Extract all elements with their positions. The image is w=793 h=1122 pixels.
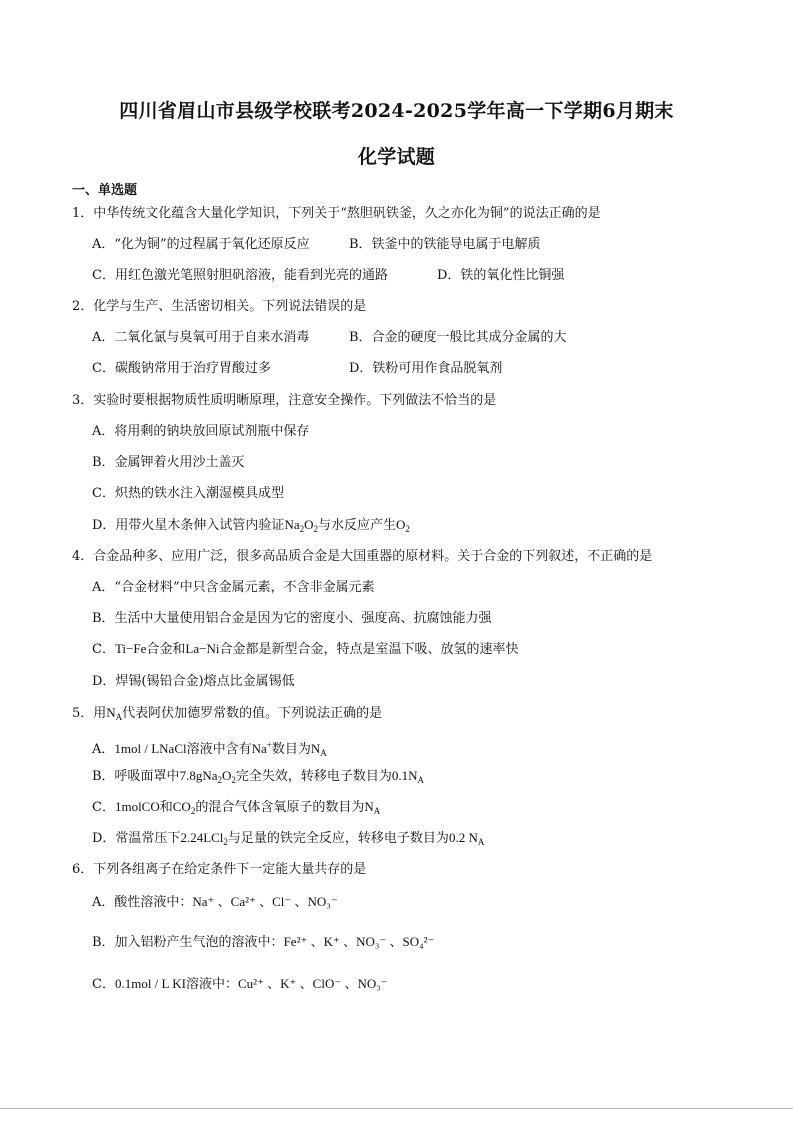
question-5-option-b: B．呼吸面罩中$7.8gNa_2O_2$完全失效，转移电子数目为$0.1N_A$ xyxy=(92,768,425,785)
page-title: 四川省眉山市县级学校联考2024-2025学年高一下学期6月期末 xyxy=(119,100,674,122)
question-2-option-b: B．合金的硬度一般比其成分金属的大 xyxy=(349,330,567,345)
question-3-option-c: C．炽热的铁水注入潮湿模具成型 xyxy=(92,486,284,501)
question-1-option-c: C．用红色激光笔照射胆矾溶液，能看到光亮的通路 xyxy=(92,268,388,283)
formula-o2: $O_2$ xyxy=(396,517,410,534)
question-3-option-a: A．将用剩的钠块放回原试剂瓶中保存 xyxy=(92,424,310,439)
question-4-option-c xyxy=(92,641,518,658)
section-heading: 一、单选题 xyxy=(72,183,138,198)
question-3-option-d xyxy=(92,517,410,537)
ion-list: Cu²⁺ 、K⁺ 、ClO⁻ 、NO₃⁻ xyxy=(237,976,388,991)
ion-list: Na⁺ 、Ca²⁺ 、Cl⁻ 、NO₃⁻ xyxy=(192,894,338,909)
question-5-stem: 5．用$N_A$代表阿伏加德罗常数的值。下列说法正确的是 xyxy=(72,705,383,722)
question-3-option-b: B．金属钾着火用沙土盖灭 xyxy=(92,455,245,470)
question-4-option-a: A．“合金材料”中只含金属元素，不含非金属元素 xyxy=(92,580,375,595)
question-5-option-c: C．1molCO和$CO_2$的混合气体含氧原子的数目为$N_A$ xyxy=(92,799,381,816)
page-bottom-rule xyxy=(0,1108,793,1109)
option-text: 合金都是新型合金，特点是室温下吸、放氢的速率快 xyxy=(219,642,519,657)
question-2-option-d: D．铁粉可用作食品脱氧剂 xyxy=(349,361,503,376)
question-4-stem: 4．合金品种多、应用广泛，很多高品质合金是大国重器的原材料。关于合金的下列叙述，不正确的是 xyxy=(72,549,653,564)
question-5-option-a: A．1mol / LNaCl溶液中含有Na+数目为$N_A$ xyxy=(92,740,327,758)
formula-tife: Ti−Fe xyxy=(114,641,147,656)
question-2-option-c: C．碳酸钠常用于治疗胃酸过多 xyxy=(92,361,271,376)
question-1-option-a: A．“化为铜”的过程属于氧化还原反应 xyxy=(92,237,310,252)
question-6-option-b: B．加入铝粉产生气泡的溶液中：Fe²⁺ 、K⁺ 、NO₃⁻ 、SO₄²⁻ xyxy=(92,934,435,950)
question-1-stem: 1．中华传统文化蕴含大量化学知识，下列关于“熬胆矾铁釜，久之亦化为铜”的说法正确的是 xyxy=(72,206,601,221)
question-6-stem: 6．下列各组离子在给定条件下一定能大量共存的是 xyxy=(72,862,367,877)
option-label: C． xyxy=(92,642,115,657)
question-1-option-d: D．铁的氧化性比铜强 xyxy=(437,268,565,283)
option-text: 与水反应产生 xyxy=(318,518,397,533)
question-3-stem: 3．实验时要根据物质性质明晰原理，注意安全操作。下列做法不恰当的是 xyxy=(72,393,497,408)
ion-list: Fe²⁺ 、K⁺ 、NO₃⁻ 、SO₄²⁻ xyxy=(283,934,435,949)
page-subtitle: 化学试题 xyxy=(357,146,436,168)
question-6-option-c: C．0.1mol / L KI溶液中：Cu²⁺ 、K⁺ 、ClO⁻ 、NO₃⁻ xyxy=(92,976,388,992)
option-text: 合金和 xyxy=(146,642,186,657)
formula-na: $N_A$ xyxy=(106,705,123,722)
question-5-option-d: D．常温常压下2.24LCl$_2$与足量的铁完全反应，转移电子数目为0.2 $N_A$ xyxy=(92,830,485,847)
formula-lani: La−Ni xyxy=(185,641,220,656)
question-6-option-a: A．酸性溶液中：Na⁺ 、Ca²⁺ 、Cl⁻ 、NO₃⁻ xyxy=(92,894,338,910)
option-text: D．用带火星木条伸入试管内验证 xyxy=(92,518,285,533)
question-4-option-d: D．焊锡(锡铅合金)熔点比金属锡低 xyxy=(92,674,295,689)
question-2-option-a: A．二氧化氯与臭氧可用于自来水消毒 xyxy=(92,330,310,345)
question-1-option-b: B．铁釜中的铁能导电属于电解质 xyxy=(349,237,541,252)
question-4-option-b: B．生活中大量使用铝合金是因为它的密度小、强度高、抗腐蚀能力强 xyxy=(92,611,492,626)
formula-na2o2: $Na_2O_2$ xyxy=(284,517,318,534)
question-2-stem: 2．化学与生产、生活密切相关。下列说法错误的是 xyxy=(72,299,367,314)
